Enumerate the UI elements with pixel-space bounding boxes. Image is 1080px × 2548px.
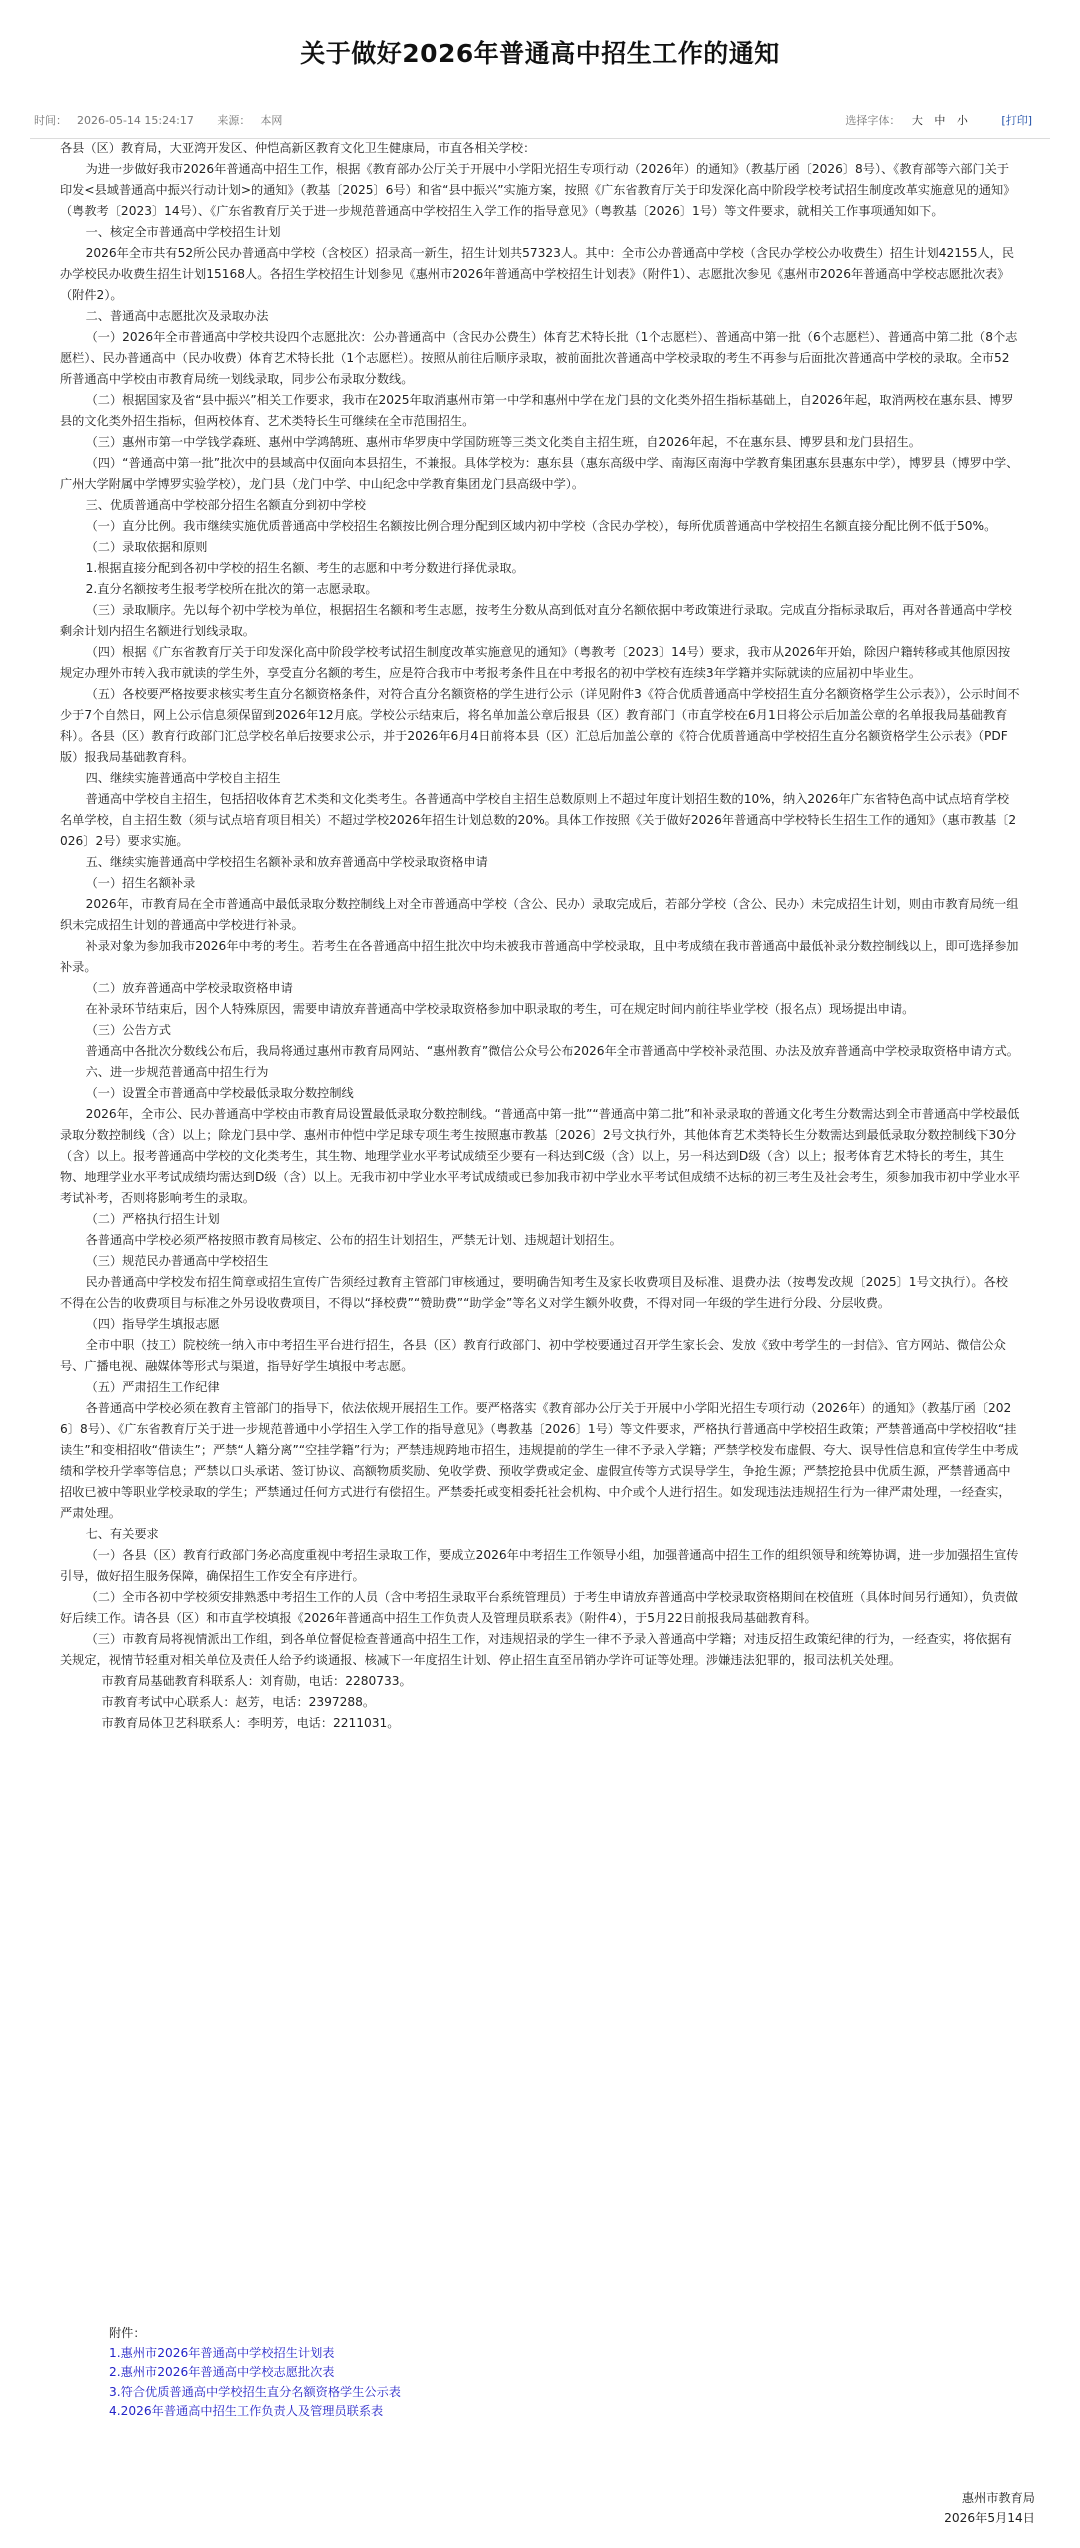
paragraph: 市教育考试中心联系人：赵芳，电话：2397288。	[101, 1695, 376, 1709]
paragraph: （三）录取顺序。先以每个初中学校为单位，根据招生名额和考生志愿，按考生分数从高到低对直分名额依据中考政策进行录取。完成直分指标录取后，再对各普通高中学校剩余计划内招生名额进行划线录取。	[60, 603, 1012, 638]
source-label: 来源：	[217, 114, 251, 127]
attachment-link-4[interactable]: 4.2026年普通高中招生工作负责人及管理员联系表	[109, 2404, 384, 2418]
paragraph: 一、核定全市普通高中学校招生计划	[85, 225, 281, 239]
paragraph: （二）录取依据和原则	[85, 540, 208, 554]
font-size-medium-button[interactable]: 中	[934, 114, 946, 127]
paragraph: 2026年，市教育局在全市普通高中最低录取分数控制线上对全市普通高中学校（含公、民办）录取完成后，若部分学校（含公、民办）未完成招生计划，则由市教育局统一组织未完成招生计划的普通高中学校进行补录。	[60, 897, 1019, 932]
paragraph: （一）设置全市普通高中学校最低录取分数控制线	[85, 1086, 354, 1100]
paragraph: （三）惠州市第一中学钱学森班、惠州中学鸿鹄班、惠州市华罗庚中学国防班等三类文化类自主招生班，自2026年起，不在惠东县、博罗县和龙门县招生。	[85, 435, 921, 449]
font-size-large-button[interactable]: 大	[911, 114, 923, 127]
publish-time	[34, 114, 204, 127]
paragraph: （一）直分比例。我市继续实施优质普通高中学校招生名额按比例合理分配到区域内初中学校（含民办学校），每所优质普通高中学校招生名额直接分配比例不低于50%。	[85, 519, 997, 533]
paragraph: （四）“普通高中第一批”批次中的县域高中仅面向本县招生，不兼报。具体学校为：惠东县（惠东高级中学、南海区南海中学教育集团惠东县惠东中学），博罗县（博罗中学、广州大学附属中学博罗实验学校），龙门县（龙门中学、中山纪念中学教育集团龙门县高级中学）。	[60, 456, 1019, 491]
paragraph: 民办普通高中学校发布招生简章或招生宣传广告须经过教育主管部门审核通过，要明确告知考生及家长收费项目及标准、退费办法（按粤发改规〔2025〕1号文执行）。各校不得在公告的收费项目与标准之外另设收费项目，不得以“择校费”“赞助费”“助学金”等名义对学生额外收费，不得对同一年级的学生进行分段、分层收费。	[60, 1275, 1008, 1310]
attachment-link-1[interactable]: 1.惠州市2026年普通高中学校招生计划表	[109, 2345, 335, 2360]
paragraph: 为进一步做好我市2026年普通高中招生工作，根据《教育部办公厅关于开展中小学阳光招生专项行动（2026年）的通知》（教基厅函〔2026〕8号）、《教育部等六部门关于印发<县域普通高中振兴行动计划>的通知》（教基〔2025〕6号）和省“县中振兴”实施方案，按照《广东省教育厅关于印发深化高中阶段学校考试招生制度改革实施意见的通知》（粤教考〔2023〕14号）、《广东省教育厅关于进一步规范普通高中学校招生入学工作的指导意见》（粤教基〔2026〕1号）等文件要求，就相关工作事项通知如下。	[60, 162, 1016, 218]
paragraph: 补录对象为参加我市2026年中考的考生。若考生在各普通高中招生批次中均未被我市普通高中学校录取，且中考成绩在我市普通高中最低补录分数控制线以上，即可选择参加补录。	[60, 939, 1019, 974]
paragraph: 七、有关要求	[85, 1527, 159, 1541]
paragraph: 六、进一步规范普通高中招生行为	[85, 1065, 269, 1079]
font-size-label: 选择字体：	[845, 114, 901, 127]
paragraph: （四）指导学生填报志愿	[85, 1317, 220, 1331]
paragraph: （一）2026年全市普通高中学校共设四个志愿批次：公办普通高中（含民办公费生）体育艺术特长批（1个志愿栏）、普通高中第一批（6个志愿栏）、普通高中第二批（8个志愿栏）、民办普通高中（民办收费）体育艺术特长批（1个志愿栏）。按照从前往后顺序录取，被前面批次普通高中学校录取的考生不再参与后面批次普通高中学校的录取。全市52所普通高中学校由市教育局统一划线录取，同步公布录取分数线。	[60, 330, 1018, 386]
paragraph: 普通高中各批次分数线公布后，我局将通过惠州市教育局网站、“惠州教育”微信公众号公布2026年全市普通高中学校补录范围、办法及放弃普通高中学校录取资格申请方式。	[85, 1044, 1019, 1058]
paragraph: 二、普通高中志愿批次及录取办法	[85, 309, 269, 323]
paragraph: （二）放弃普通高中学校录取资格申请	[85, 981, 293, 995]
meta-bar	[30, 106, 1050, 139]
attachments-heading: 附件：	[109, 2326, 146, 2340]
paragraph: （三）规范民办普通高中学校招生	[85, 1254, 269, 1268]
signature-org: 惠州市教育局	[961, 2491, 1035, 2505]
paragraph: 1.根据直接分配到各初中学校的招生名额、考生的志愿和中考分数进行择优录取。	[85, 561, 524, 575]
paragraph: 四、继续实施普通高中学校自主招生	[85, 771, 281, 785]
paragraph: （五）各校要严格按要求核实考生直分名额资格条件，对符合直分名额资格的学生进行公示（详见附件3《符合优质普通高中学校招生直分名额资格学生公示表》），公示时间不少于7个自然日，网上公示信息须保留到2026年12月底。学校公示结束后，将名单加盖公章后报县（区）教育部门（市直学校在6月1日将公示后加盖公章的名单报我局基础教育科）。各县（区）教育行政部门汇总学校名单后按要求公示，并于2026年6月4日前将本县（区）汇总后加盖公章的《符合优质普通高中学校招生直分名额资格学生公示表》（PDF版）报我局基础教育科。	[60, 687, 1020, 764]
paragraph: （二）根据国家及省“县中振兴”相关工作要求，我市在2025年取消惠州市第一中学和惠州中学在龙门县的文化类外招生指标基础上，自2026年起，取消两校在惠东县、博罗县的文化类外招生指标，但两校体育、艺术类特长生可继续在全市范围招生。	[60, 393, 1014, 428]
page-title: 关于做好2026年普通高中招生工作的通知	[300, 39, 780, 68]
paragraph: （一）招生名额补录	[85, 876, 196, 890]
paragraph: 五、继续实施普通高中学校招生名额补录和放弃普通高中学校录取资格申请	[85, 855, 488, 869]
attachments	[109, 2324, 401, 2422]
paragraph: （二）全市各初中学校须安排熟悉中考招生工作的人员（含中考招生录取平台系统管理员）于考生申请放弃普通高中学校录取资格期间在校值班（具体时间另行通知），负责做好后续工作。请各县（区）和市直学校填报《2026年普通高中招生工作负责人及管理员联系表》（附件4），于5月22日前报我局基础教育科。	[60, 1590, 1018, 1625]
paragraph: 2026年全市共有52所公民办普通高中学校（含校区）招录高一新生，招生计划共57323人。其中：全市公办普通高中学校（含民办学校公办收费生）招生计划42155人，民办学校民办收费生招生计划15168人。各招生学校招生计划参见《惠州市2026年普通高中学校招生计划表》（附件1）、志愿批次参见《惠州市2026年普通高中学校志愿批次表》（附件2）。	[60, 246, 1015, 302]
paragraph: 2.直分名额按考生报考学校所在批次的第一志愿录取。	[85, 582, 378, 596]
source	[217, 114, 292, 127]
article-body	[60, 138, 1020, 1734]
paragraph: （三）公告方式	[85, 1023, 171, 1037]
paragraph: 普通高中学校自主招生，包括招收体育艺术类和文化类考生。各普通高中学校自主招生总数原则上不超过年度计划招生数的10%，纳入2026年广东省特色高中试点培育学校名单学校，自主招生数（须与试点培育项目相关）不超过学校2026年招生计划总数的20%。具体工作按照《关于做好2026年普通高中学校特长生招生工作的通知》（惠市教基〔2026〕2号）要求实施。	[60, 792, 1017, 848]
paragraph: 全市中职（技工）院校统一纳入市中考招生平台进行招生，各县（区）教育行政部门、初中学校要通过召开学生家长会、发放《致中考学生的一封信》、官方网站、微信公众号、广播电视、融媒体等形式与渠道，指导好学生填报中考志愿。	[60, 1338, 1006, 1373]
signature-date: 2026年5月14日	[944, 2511, 1035, 2525]
paragraph: 三、优质普通高中学校部分招生名额直分到初中学校	[85, 498, 366, 512]
paragraph: 市教育局基础教育科联系人：刘育勋，电话：2280733。	[101, 1674, 412, 1688]
paragraph: （五）严肃招生工作纪律	[85, 1380, 220, 1394]
font-size-small-button[interactable]: 小	[956, 114, 968, 127]
paragraph: （四）根据《广东省教育厅关于印发深化高中阶段学校考试招生制度改革实施意见的通知》（粤教考〔2023〕14号）要求，我市从2026年开始，除因户籍转移或其他原因按规定办理外市转入我市就读的学生外，享受直分名额的考生，应是符合我市中考报考条件且在中考报名的初中学校有连续3年学籍并实际就读的应届初中毕业生。	[60, 645, 1011, 680]
paragraph: 各普通高中学校必须严格按照市教育局核定、公布的招生计划招生，严禁无计划、违规超计划招生。	[85, 1233, 622, 1247]
publish-time-label: 时间：	[34, 114, 67, 127]
publish-time-value: 2026-05-14 15:24:17	[77, 114, 194, 127]
attachment-link-2[interactable]: 2.惠州市2026年普通高中学校志愿批次表	[109, 2365, 335, 2379]
paragraph: 各普通高中学校必须在教育主管部门的指导下，依法依规开展招生工作。要严格落实《教育部办公厅关于开展中小学阳光招生专项行动（2026年）的通知》（教基厅函〔2026〕8号）、《广东省教育厅关于进一步规范普通中小学招生入学工作的指导意见》（粤教基〔2026〕1号）等文件要求，严格执行普通高中学校招生政策；严禁普通高中学校招收“挂读生”和变相招收“借读生”；严禁“人籍分离”“空挂学籍”行为；严禁违规跨地市招生，违规提前的学生一律不予录入学籍；严禁学校发布虚假、夸大、误导性信息和宣传学生中考成绩和学校升学率等信息；严禁以口头承诺、签订协议、高额物质奖励、免收学费、预收学费或定金、虚假宣传等方式误导学生，争抢生源；严禁挖抢县中优质生源，严禁普通高中招收已被中等职业学校录取的学生；严禁通过任何方式进行有偿招生。严禁委托或变相委托社会机构、中介或个人进行招生。如发现违法违规招生行为一律严肃处理，一经查实，严肃处理。	[60, 1401, 1019, 1520]
paragraph: （三）市教育局将视情派出工作组，到各单位督促检查普通高中招生工作，对违规招录的学生一律不予录入普通高中学籍；对违反招生政策纪律的行为，一经查实，将依据有关规定，视情节轻重对相关单位及责任人给予约谈通报、核减下一年度招生计划、停止招生直至吊销办学许可证等处理。涉嫌违法犯罪的，报司法机关处理。	[60, 1632, 1012, 1667]
meta-info	[34, 112, 302, 128]
paragraph: （二）严格执行招生计划	[85, 1212, 220, 1226]
paragraph: 各县（区）教育局，大亚湾开发区、仲恺高新区教育文化卫生健康局，市直各相关学校：	[60, 141, 536, 155]
signature	[944, 2488, 1035, 2528]
paragraph: 2026年，全市公、民办普通高中学校由市教育局设置最低录取分数控制线。“普通高中第一批”“普通高中第二批”和补录录取的普通文化考生分数需达到全市普通高中学校最低录取分数控制线（含）以上；除龙门县中学、惠州市仲恺中学足球专项生考生按照惠市教基〔2026〕2号文执行外，其他体育艺术类特长生分数需达到最低录取分数控制线下30分（含）以上。报考普通高中学校的文化类考生，其生物、地理学业水平考试成绩至少要有一科达到C级（含）以上，另一科达到D级（含）以上；报考体育艺术特长的考生，其生物、地理学业水平考试成绩均需达到D级（含）以上。无我市初中学业水平考试成绩或已参加我市初中学业水平考试但成绩不达标的初三考生及社会考生，须参加我市初中学业水平考试补考，否则将影响考生的录取。	[60, 1107, 1021, 1205]
paragraph: （一）各县（区）教育行政部门务必高度重视中考招生录取工作，要成立2026年中考招生工作领导小组，加强普通高中招生工作的组织领导和统筹协调，进一步加强招生宣传引导，做好招生服务保障，确保招生工作安全有序进行。	[60, 1548, 1019, 1583]
paragraph: 市教育局体卫艺科联系人：李明芳，电话：2211031。	[101, 1716, 400, 1730]
font-size-controls	[845, 112, 1032, 128]
attachment-link-3[interactable]: 3.符合优质普通高中学校招生直分名额资格学生公示表	[109, 2384, 401, 2399]
print-button[interactable]: [打印]	[1001, 114, 1032, 127]
source-value: 本网	[260, 114, 283, 127]
paragraph: 在补录环节结束后，因个人特殊原因，需要申请放弃普通高中学校录取资格参加中职录取的考生，可在规定时间内前往毕业学校（报名点）现场提出申请。	[85, 1002, 915, 1016]
